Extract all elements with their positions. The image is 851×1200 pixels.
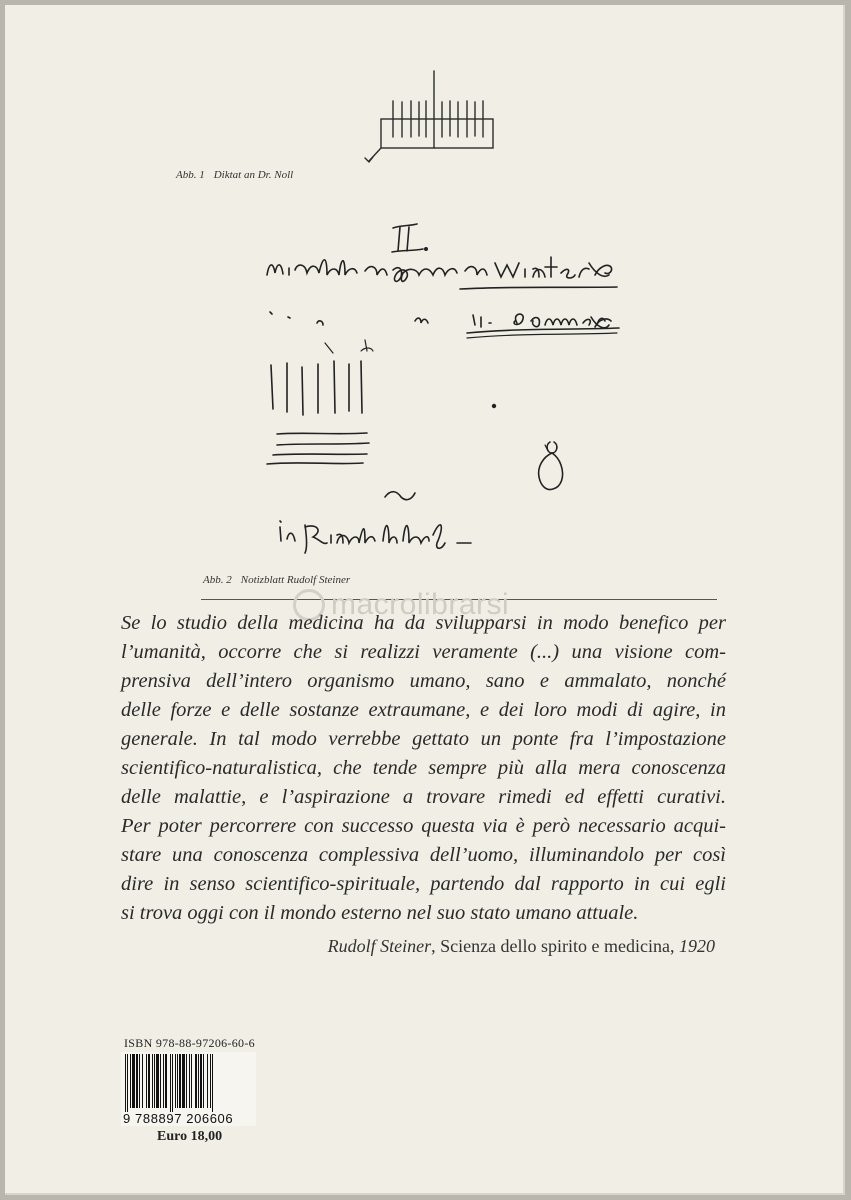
barcode-bar	[163, 1054, 164, 1108]
quote-line: dire in senso scientifico-spirituale, partendo dal rapporto in cui egli	[121, 873, 726, 895]
quote-line: delle forze e delle sostanze extraumane, e dei loro modi di agire, in	[121, 699, 726, 721]
barcode-bar	[125, 1054, 126, 1112]
barcode-digits: 9 788897 206606	[123, 1111, 234, 1126]
barcode-bar	[154, 1054, 155, 1108]
barcode-bar	[195, 1054, 197, 1108]
figure-2-caption	[203, 574, 350, 586]
quote-line: delle malattie, e l’aspirazione a trovare rimedi ed effetti curativi.	[121, 786, 726, 808]
barcode-bar	[148, 1054, 150, 1108]
barcode-bar	[130, 1054, 131, 1108]
attribution-separator: ,	[431, 936, 436, 956]
barcode-bar	[177, 1054, 178, 1108]
barcode-bar	[207, 1054, 208, 1108]
barcode-bar	[146, 1054, 147, 1108]
barcode-bar	[139, 1054, 140, 1108]
quote-line: generale. In tal modo verrebbe gettato un ponte fra l’impostazione	[121, 728, 726, 750]
figure-1-caption	[176, 169, 293, 181]
figure-2-caption-text: Notizblatt Rudolf Steiner	[240, 574, 351, 586]
quote-line: stare una conoscenza complessiva dell’uomo, illuminandolo per così	[121, 844, 726, 866]
attribution-author: Rudolf Steiner	[327, 936, 432, 956]
barcode-bar	[210, 1054, 211, 1108]
quote-attribution	[328, 936, 715, 957]
barcode-bar	[142, 1054, 143, 1108]
barcode-bar	[156, 1054, 159, 1108]
barcode-bar	[186, 1054, 187, 1108]
barcode	[121, 1052, 256, 1126]
barcode-bar	[136, 1054, 138, 1108]
barcode-bar	[165, 1054, 167, 1108]
quote-line: prensiva dell’intero organismo umano, sano e ammalato, nonché	[121, 670, 726, 692]
barcode-bar	[175, 1054, 176, 1108]
attribution-work: Scienza dello spirito e medicina,	[435, 936, 679, 956]
barcode-bar	[127, 1054, 128, 1112]
barcode-bar	[182, 1054, 185, 1108]
attribution-year: 1920	[679, 936, 715, 956]
barcode-bar	[200, 1054, 202, 1108]
barcode-bar	[198, 1054, 199, 1108]
barcode-bar	[189, 1054, 190, 1108]
quote-line: scientifico-naturalistica, che tende sempre più alla mera conoscenza	[121, 757, 726, 779]
barcode-bar	[132, 1054, 135, 1108]
barcode-bar	[172, 1054, 173, 1112]
handwritten-figures	[5, 5, 843, 605]
barcode-bar	[179, 1054, 181, 1108]
figure-1-number: Abb. 1	[176, 169, 205, 181]
quote-line: si trova oggi con il mondo esterno nel suo stato umano attuale.	[121, 902, 639, 924]
barcode-bar	[191, 1054, 192, 1108]
watermark-text: macrolibrarsi	[331, 588, 510, 621]
book-back-cover	[5, 5, 845, 1195]
figure-2-notes-sketch	[267, 224, 619, 553]
barcode-bar	[152, 1054, 153, 1108]
figure-2-number: Abb. 2	[203, 574, 232, 586]
barcode-bar	[212, 1054, 213, 1112]
figure-1-caption-text: Diktat an Dr. Noll	[213, 169, 294, 181]
isbn-label: ISBN 978-88-97206-60-6	[124, 1036, 255, 1050]
barcode-bar	[170, 1054, 171, 1112]
quote-line: l’umanità, occorre che si realizzi veramente (...) una visione com-	[121, 641, 726, 663]
quote-block	[121, 609, 726, 928]
figure-1-sketch	[365, 71, 493, 162]
quote-line: Per poter percorrere con successo questa via è però necessario acqui-	[121, 815, 726, 837]
price-label: Euro 18,00	[157, 1129, 223, 1144]
quote-line: Se lo studio della medicina ha da svilupparsi in modo benefico per	[121, 612, 726, 634]
barcode-bar	[203, 1054, 204, 1108]
barcode-bar	[160, 1054, 161, 1108]
